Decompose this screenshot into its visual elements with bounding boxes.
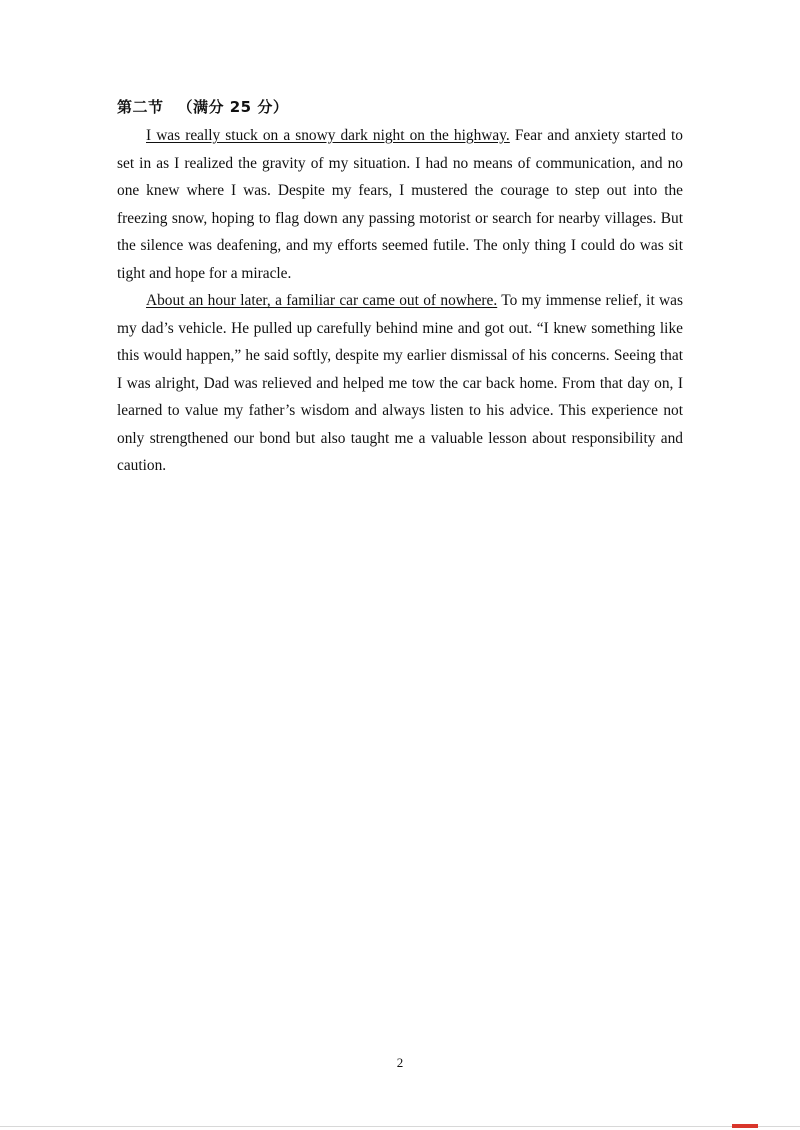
- page-number: 2: [396, 1055, 404, 1070]
- section-heading: [117, 96, 288, 117]
- paragraph-1-text: Fear and anxiety started to set in as I realized the gravity of my situation. I had no means of communication, and no one knew where I was. Despite my fears, I mustered the courage to step out into the freezing snow, hoping to flag down any passing motorist or search for nearby villages. But the silence was deafening, and my efforts seemed futile. The only thing I could do was sit tight and hope for a miracle.: [117, 127, 683, 282]
- paragraph-2: [117, 287, 683, 480]
- paragraph-1-lead-sentence: I was really stuck on a snowy dark night on the highway.: [146, 127, 510, 144]
- paragraph-1: [117, 122, 683, 287]
- section-title: 第二节: [117, 98, 164, 116]
- page-bottom-divider: [0, 1126, 800, 1127]
- section-score: （满分 25 分）: [177, 98, 289, 116]
- paragraph-2-lead-sentence: About an hour later, a familiar car came out of nowhere.: [146, 292, 498, 309]
- essay-body: [117, 122, 683, 480]
- paragraph-2-text: To my immense relief, it was my dad’s vehicle. He pulled up carefully behind mine and got out. “I knew something like this would happen,” he said softly, despite my earlier dismissal of his concerns. Seeing that I was alright, Dad was relieved and helped me tow the car back home. From that day on, I learned to value my father’s wisdom and always listen to his advice. This experience not only strengthened our bond but also taught me a valuable lesson about responsibility and caution.: [117, 292, 683, 474]
- page-bottom-mark: [732, 1124, 758, 1128]
